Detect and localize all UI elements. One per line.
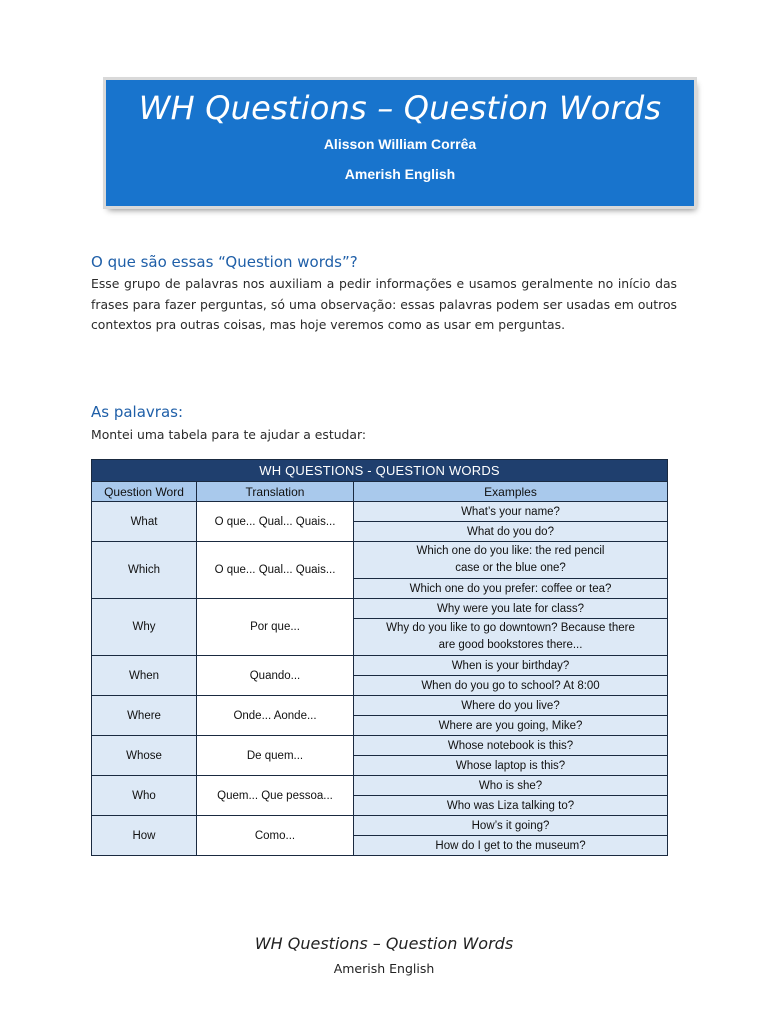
example-cell: How do I get to the museum? xyxy=(354,836,668,856)
author-name: Alisson William Corrêa xyxy=(323,136,477,152)
translation-cell: O que... Qual... Quais... xyxy=(197,502,354,542)
wh-questions-table xyxy=(91,459,668,856)
translation-cell: De quem... xyxy=(197,736,354,776)
section-heading-palavras: As palavras: xyxy=(91,403,184,421)
section-heading-question-words: O que são essas “Question words”? xyxy=(91,253,358,271)
footer-organization: Amerish English xyxy=(333,961,435,976)
table-row xyxy=(92,599,668,619)
translation-cell: Por que... xyxy=(197,599,354,656)
column-header-question-word: Question Word xyxy=(92,482,197,502)
example-cell: Why were you late for class? xyxy=(354,599,668,619)
question-word-cell: Which xyxy=(92,542,197,599)
title-banner xyxy=(106,80,694,206)
table-row xyxy=(92,816,668,836)
translation-cell: O que... Qual... Quais... xyxy=(197,542,354,599)
page-title: WH Questions – Question Words xyxy=(138,89,662,127)
example-cell: When is your birthday? xyxy=(354,656,668,676)
example-cell: When do you go to school? At 8:00 xyxy=(354,676,668,696)
footer-title: WH Questions – Question Words xyxy=(254,934,514,953)
table-title: WH QUESTIONS - QUESTION WORDS xyxy=(92,460,668,482)
organization-name: Amerish English xyxy=(344,166,456,182)
column-header-examples: Examples xyxy=(354,482,668,502)
translation-cell: Quem... Que pessoa... xyxy=(197,776,354,816)
section-paragraph-question-words: Esse grupo de palavras nos auxiliam a pedir informações e usamos geralmente no início das frases para fazer perguntas, só uma observação: essas palavras podem ser usadas em outros contextos pra outras coisas, mas hoje veremos como as usar em perguntas. xyxy=(91,276,677,332)
question-word-cell: What xyxy=(92,502,197,542)
question-word-cell: How xyxy=(92,816,197,856)
example-cell: What do you do? xyxy=(354,522,668,542)
example-cell: Why do you like to go downtown? Because there are good bookstores there... xyxy=(354,619,668,656)
translation-cell: Como... xyxy=(197,816,354,856)
column-header-translation: Translation xyxy=(197,482,354,502)
example-cell: Where are you going, Mike? xyxy=(354,716,668,736)
section-intro-palavras: Montei uma tabela para te ajudar a estudar: xyxy=(91,427,367,442)
example-cell: Where do you live? xyxy=(354,696,668,716)
question-word-cell: Who xyxy=(92,776,197,816)
table-row xyxy=(92,736,668,756)
table-row xyxy=(92,776,668,796)
example-cell: How’s it going? xyxy=(354,816,668,836)
example-cell: Which one do you prefer: coffee or tea? xyxy=(354,579,668,599)
question-word-cell: Where xyxy=(92,696,197,736)
example-cell: Who was Liza talking to? xyxy=(354,796,668,816)
table-row xyxy=(92,542,668,579)
translation-cell: Onde... Aonde... xyxy=(197,696,354,736)
question-word-cell: Whose xyxy=(92,736,197,776)
example-cell: Which one do you like: the red pencil case or the blue one? xyxy=(354,542,668,579)
question-word-cell: Why xyxy=(92,599,197,656)
example-cell: Whose notebook is this? xyxy=(354,736,668,756)
example-cell: Whose laptop is this? xyxy=(354,756,668,776)
table-row xyxy=(92,656,668,676)
question-word-cell: When xyxy=(92,656,197,696)
table-row xyxy=(92,502,668,522)
example-cell: Who is she? xyxy=(354,776,668,796)
example-cell: What’s your name? xyxy=(354,502,668,522)
table-row xyxy=(92,696,668,716)
translation-cell: Quando... xyxy=(197,656,354,696)
